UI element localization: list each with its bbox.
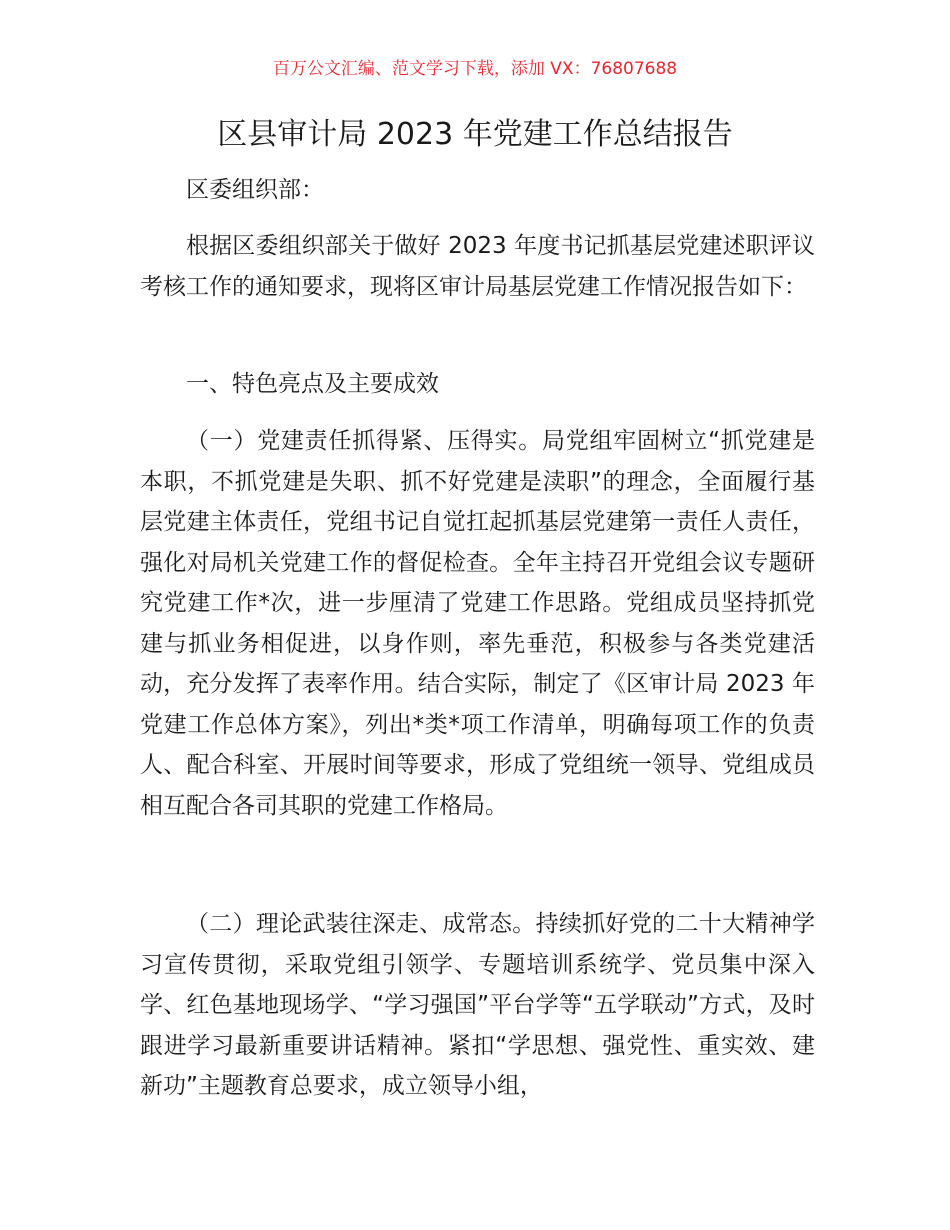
salutation: 区委组织部： [186,177,324,203]
document-title: 区县审计局 2023 年党建工作总结报告 [217,117,733,152]
body-paragraph-2: （二）理论武装往深走、成常态。持续抓好党的二十大精神学习宣传贯彻，采取党组引领学、专题培训系统学、党员集中深入学、红色基地现场学、“学习强国”平台学等“五学联动”方式，及时跟进学习最新重要讲话精神。紧扣“学思想、强党性、重实效、建新功”主题教育总要求，成立领导小组， [140,911,815,1099]
section-heading: 一、特色亮点及主要成效 [186,371,439,397]
body-paragraph-1: （一）党建责任抓得紧、压得实。局党组牢固树立“抓党建是本职，不抓党建是失职、抓不好党建是渎职”的理念，全面履行基层党建主体责任，党组书记自觉扛起抓基层党建第一责任人责任，强化对局机关党建工作的督促检查。全年主持召开党组会议专题研究党建工作*次，进一步厘清了党建工作思路。党组成员坚持抓党建与抓业务相促进，以身作则，率先垂范，积极参与各类党建活动，充分发挥了表率作用。结合实际，制定了《区审计局 2023 年党建工作总体方案》，列出*类*项工作清单，明确每项工作的负责人、配合科室、开展时间等要求，形成了党组统一领导、党组成员相互配合各司其职的党建工作格局。 [140,428,815,819]
watermark-banner: 百万公文汇编、范文学习下载，添加 VX：76807688 [272,59,678,79]
intro-paragraph: 根据区委组织部关于做好 2023 年度书记抓基层党建述职评议考核工作的通知要求，现将区审计局基层党建工作情况报告如下： [140,233,815,300]
